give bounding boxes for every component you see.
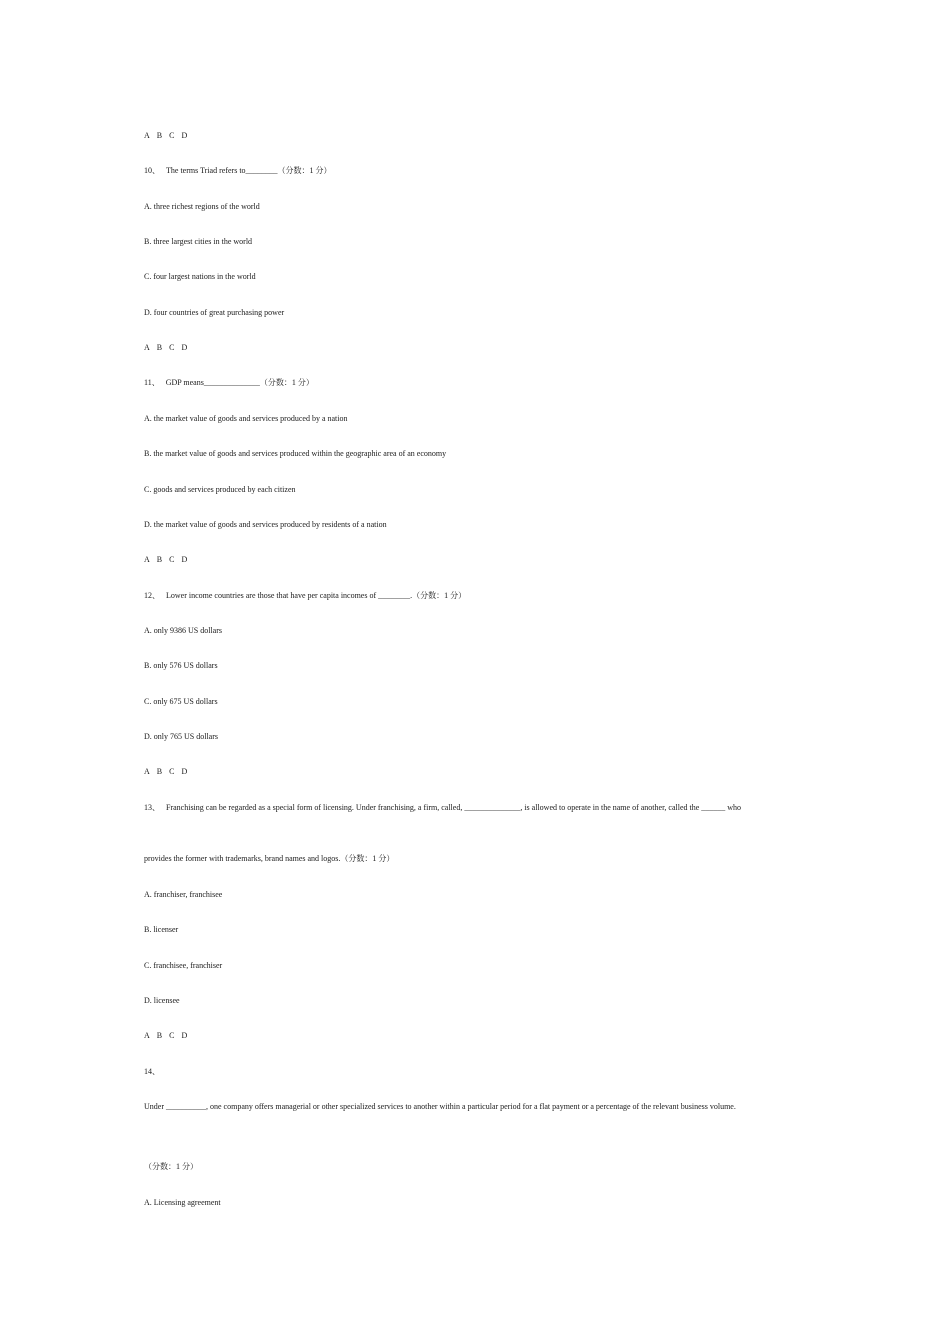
answer-choices-row [144,767,194,777]
answer-choice-d[interactable]: D [181,555,188,564]
answer-choice-d[interactable]: D [181,1031,188,1040]
question-number: 11、 [144,378,160,387]
question-11-option-c: C. goods and services produced by each citizen [144,485,296,494]
question-number: 13、 [144,803,160,812]
question-14-stem: Under __________, one company offers managerial or other specialized services to another within a particular period for a flat payment or a percentage of the relevant business volume. [144,1102,736,1111]
question-text: GDP means______________（分数：1 分） [165,378,314,387]
answer-choices-row [144,131,194,141]
answer-choice-d[interactable]: D [181,767,188,776]
answer-choice-b[interactable]: B [156,767,163,776]
question-11-stem [144,378,314,388]
question-13-option-a: A. franchiser, franchisee [144,890,223,899]
answer-choices-row [144,343,194,353]
answer-choice-a[interactable]: A [144,131,150,140]
answer-choice-b[interactable]: B [156,555,163,564]
answer-choice-b[interactable]: B [156,1031,163,1040]
question-number: 12、 [144,591,160,600]
answer-choice-c[interactable]: C [169,1031,175,1040]
question-11-option-d: D. the market value of goods and services produced by residents of a nation [144,520,387,529]
question-13-stem-continued: provides the former with trademarks, brand names and logos.（分数：1 分） [144,854,395,863]
question-text: The terms Triad refers to________（分数：1 分） [166,166,332,175]
answer-choice-c[interactable]: C [169,131,175,140]
question-12-option-d: D. only 765 US dollars [144,732,218,741]
question-14-number: 14、 [144,1067,160,1076]
question-10-stem [144,166,332,176]
answer-choices-row [144,555,194,565]
question-10-option-c: C. four largest nations in the world [144,272,256,281]
question-10-option-b: B. three largest cities in the world [144,237,253,246]
answer-choice-b[interactable]: B [156,131,163,140]
answer-choice-a[interactable]: A [144,343,150,352]
question-14-option-a: A. Licensing agreement [144,1198,221,1207]
answer-choice-c[interactable]: C [169,767,175,776]
question-13-option-c: C. franchisee, franchiser [144,961,223,970]
answer-choice-c[interactable]: C [169,555,175,564]
question-12-option-c: C. only 675 US dollars [144,697,218,706]
question-text: Franchising can be regarded as a special form of licensing. Under franchising, a firm, called, ______________, is allowed to operate in the name of another, called the ______ who [166,803,742,812]
answer-choice-a[interactable]: A [144,555,150,564]
answer-choice-a[interactable]: A [144,1031,150,1040]
question-11-option-b: B. the market value of goods and services produced within the geographic area of an economy [144,449,447,458]
answer-choice-d[interactable]: D [181,131,188,140]
answer-choices-row [144,1031,194,1041]
question-12-stem [144,591,466,601]
question-text: Lower income countries are those that have per capita incomes of ________.（分数：1 分） [166,591,467,600]
answer-choice-b[interactable]: B [156,343,163,352]
question-11-option-a: A. the market value of goods and services produced by a nation [144,414,348,423]
question-14-score: （分数：1 分） [144,1162,198,1171]
question-12-option-a: A. only 9386 US dollars [144,626,222,635]
answer-choice-a[interactable]: A [144,767,150,776]
question-number: 10、 [144,166,160,175]
question-13-option-b: B. licenser [144,925,179,934]
question-13-stem [144,803,741,813]
answer-choice-c[interactable]: C [169,343,175,352]
question-10-option-a: A. three richest regions of the world [144,202,260,211]
question-12-option-b: B. only 576 US dollars [144,661,218,670]
question-13-option-d: D. licensee [144,996,180,1005]
question-10-option-d: D. four countries of great purchasing power [144,308,285,317]
answer-choice-d[interactable]: D [181,343,188,352]
